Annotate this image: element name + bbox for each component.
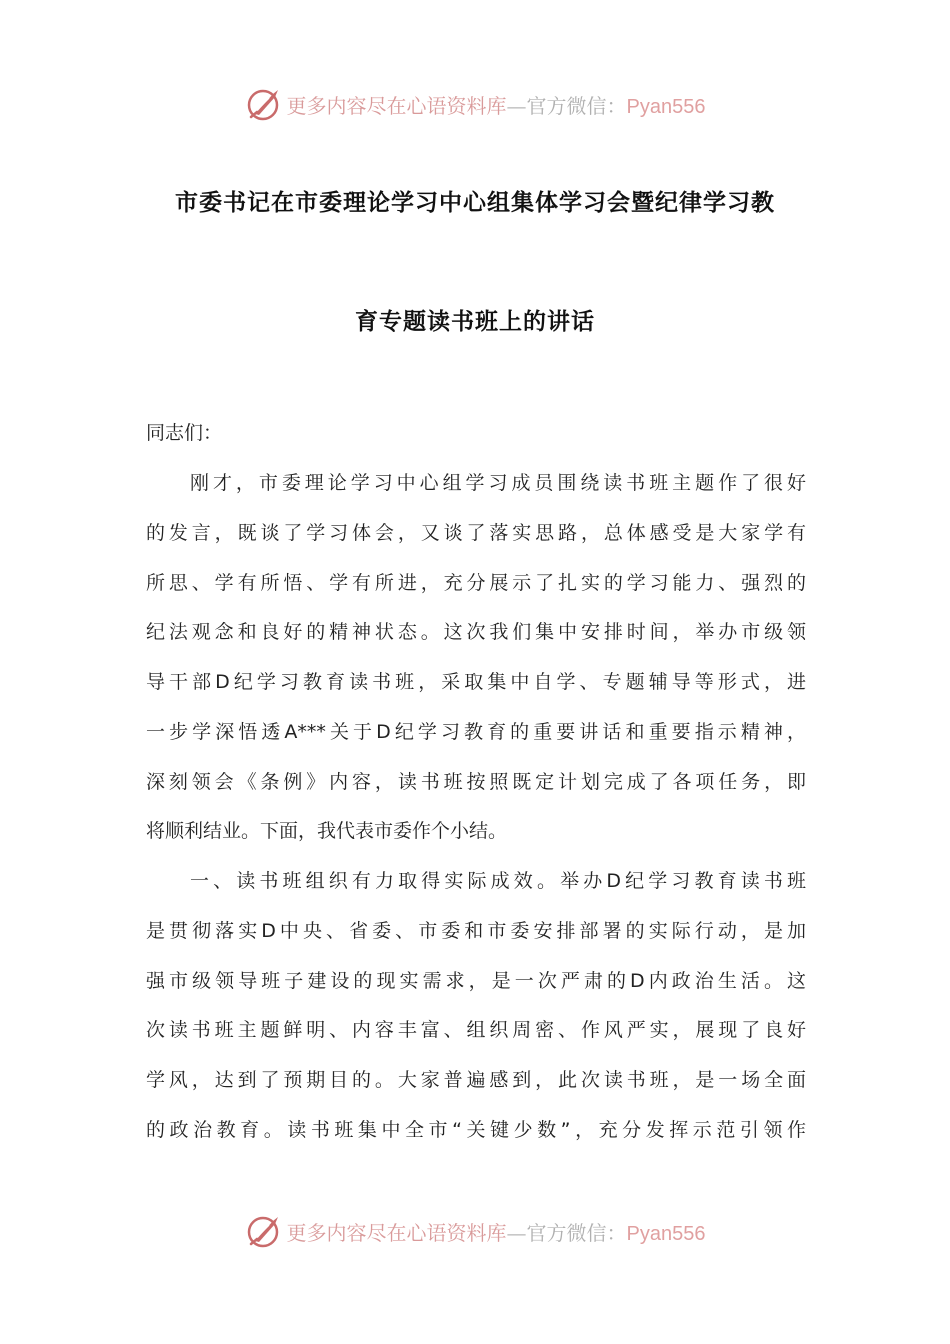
paragraph-line: 的政治教育。读书班集中全市“关键少数”，充分发挥示范引领作 (146, 1119, 806, 1141)
paragraph-line: 学风，达到了预期目的。大家普遍感到，此次读书班，是一场全面 (146, 1069, 806, 1091)
section-heading-line: 一、读书班组织有力取得实际成效。举办D纪学习教育读书班 (190, 870, 806, 892)
watermark-text: 更多内容尽在心语资料库—官方微信：Pyan556 (286, 1220, 706, 1245)
pen-feather-logo-icon (245, 84, 285, 124)
pen-feather-logo-icon (245, 1211, 285, 1251)
footer-watermark (0, 1209, 950, 1253)
paragraph-line: 将顺利结业。下面，我代表市委作个小结。 (146, 820, 508, 842)
paragraph-line: 是贯彻落实D中央、省委、市委和市委安排部署的实际行动，是加 (146, 920, 806, 942)
paragraph-line: 纪法观念和良好的精神状态。这次我们集中安排时间，举办市级领 (146, 621, 806, 643)
paragraph-line: 次读书班主题鲜明、内容丰富、组织周密、作风严实，展现了良好 (146, 1019, 806, 1041)
salutation: 同志们： (146, 422, 223, 444)
watermark-text: 更多内容尽在心语资料库—官方微信：Pyan556 (286, 93, 706, 118)
header-watermark (0, 82, 950, 126)
paragraph-line: 深刻领会《条例》内容，读书班按照既定计划完成了各项任务，即 (146, 771, 806, 793)
paragraph-line: 强市级领导班子建设的现实需求，是一次严肃的D内政治生活。这 (146, 970, 806, 992)
document-title-line-2: 育专题读书班上的讲话 (355, 309, 595, 335)
paragraph-line: 所思、学有所悟、学有所进，充分展示了扎实的学习能力、强烈的 (146, 572, 806, 594)
paragraph-line: 一步学深悟透A***关于D纪学习教育的重要讲话和重要指示精神， (146, 721, 806, 743)
paragraph-line: 的发言，既谈了学习体会，又谈了落实思路，总体感受是大家学有 (146, 522, 806, 544)
paragraph-line: 导干部D纪学习教育读书班，采取集中自学、专题辅导等形式，进 (146, 671, 806, 693)
document-title-line-1: 市委书记在市委理论学习中心组集体学习会暨纪律学习教 (175, 190, 775, 216)
paragraph-line: 刚才，市委理论学习中心组学习成员围绕读书班主题作了很好 (190, 472, 806, 494)
